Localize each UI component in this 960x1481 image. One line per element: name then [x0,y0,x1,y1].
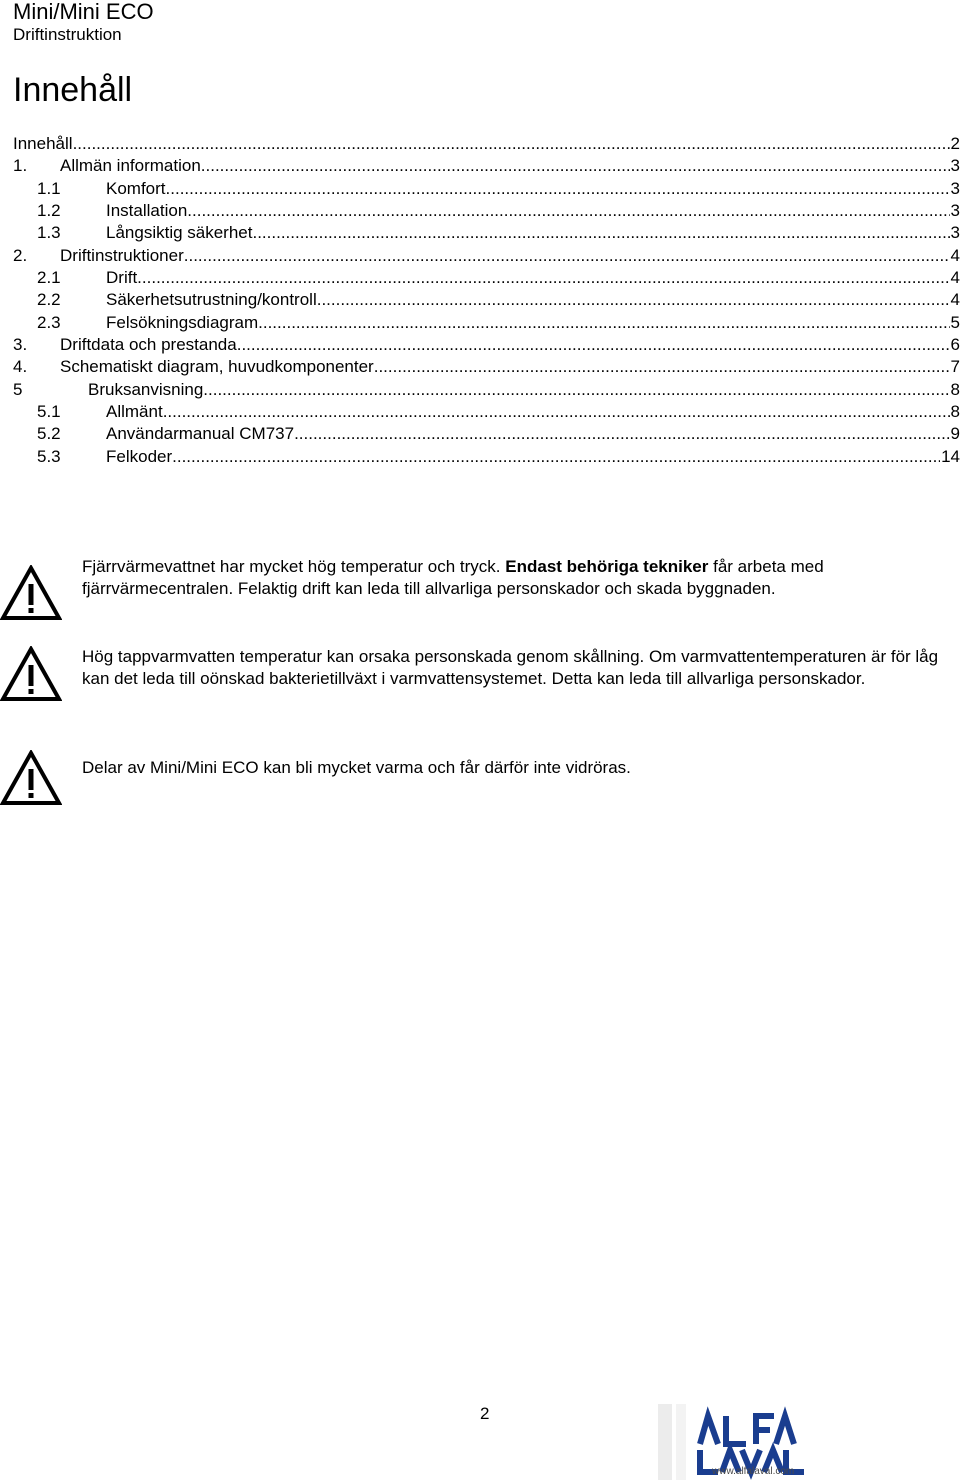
toc-entry[interactable] [13,200,960,222]
toc-entry-label: Allmänt [106,401,163,421]
toc-entry-number: 2.2 [37,290,61,310]
toc-entry[interactable] [13,446,960,468]
toc-entry[interactable] [13,289,960,311]
toc-entry-label: Användarmanual CM737 [106,424,295,444]
toc-entry[interactable] [13,356,960,378]
toc-entry[interactable] [13,334,960,356]
toc-entry-label: Felsökningsdiagram [106,312,259,332]
toc-entry-number: 2.1 [37,267,61,287]
toc-entry[interactable] [13,222,960,244]
toc-dot-leader [137,267,949,289]
toc-entry-page: 3 [950,200,960,220]
toc-entry[interactable] [13,423,960,445]
toc-entry-page: 8 [950,379,960,399]
toc-entry-label: Säkerhetsutrustning/kontroll [106,290,317,310]
toc-entry[interactable] [13,401,960,423]
toc-entry-number: 2.3 [37,312,61,332]
toc-entry-page: 14 [941,446,960,466]
toc-entry-number: 5.2 [37,424,61,444]
toc-entry-page: 3 [950,223,960,243]
toc-entry-label: Installation [106,200,188,220]
toc-dot-leader [258,312,949,334]
toc-entry-number: 2. [13,245,28,265]
toc-entry-number: 1.2 [37,200,61,220]
toc-entry-number: 4. [13,357,28,377]
toc-entry-number: 5.3 [37,446,61,466]
toc-dot-leader [166,178,950,200]
toc-dot-leader [252,222,949,244]
document-title: Mini/Mini ECO [13,0,154,24]
toc-dot-leader [294,423,949,445]
toc-dot-leader [203,379,949,401]
toc-dot-leader [201,155,950,177]
toc-entry-label: Schematiskt diagram, huvudkomponenter [60,357,374,377]
toc-entry-number: 1.3 [37,223,61,243]
logo-url: www.alfalaval.com [712,1466,795,1477]
toc-dot-leader [172,446,940,468]
warning-triangle-icon [0,565,62,621]
toc-entry-page: 5 [950,312,960,332]
toc-entry-page: 8 [950,401,960,421]
toc-entry-label: Bruksanvisning [88,379,204,399]
toc-dot-leader [187,200,949,222]
toc-entry[interactable] [13,379,960,401]
toc-entry[interactable] [13,133,960,155]
toc-entry-number: 3. [13,334,28,354]
page-number: 2 [480,1404,490,1423]
toc-entry-page: 9 [950,424,960,444]
toc-entry[interactable] [13,245,960,267]
toc-entry-label: Driftinstruktioner [60,245,184,265]
toc-entry-page: 4 [950,267,960,287]
toc-entry-number: 5.1 [37,401,61,421]
toc-entry-label: Långsiktig säkerhet [106,223,253,243]
page-heading: Innehåll [13,71,133,109]
toc-entry[interactable] [13,155,960,177]
toc-entry-label: Allmän information [60,156,201,176]
toc-entry-number: 5 [13,379,23,399]
toc-dot-leader [163,401,950,423]
warning-text-3: Delar av Mini/Mini ECO kan bli mycket varma och får därför inte vidröras. [82,758,631,777]
toc-entry-page: 4 [950,245,960,265]
toc-entry-label: Innehåll [13,134,73,153]
toc-entry-number: 1.1 [37,178,61,198]
toc-dot-leader [73,133,950,155]
toc-entry-number: 1. [13,156,28,176]
toc-entry-label: Driftdata och prestanda [60,334,237,354]
toc-entry-page: 7 [950,357,960,377]
warning-triangle-icon [0,750,62,806]
table-of-contents [13,133,960,468]
toc-entry-page: 3 [950,178,960,198]
warning-text-2: Hög tappvarmvatten temperatur kan orsaka personskada genom skållning. Om varmvattentemperaturen är för låg kan det leda till oönskad bakterietillväxt i varmvattensystemet. Detta kan leda till allvarliga personskador. [82,647,939,689]
toc-entry-label: Felkoder [106,446,173,466]
toc-entry-page: 2 [950,134,960,153]
toc-entry-label: Komfort [106,178,166,198]
toc-entry-label: Drift [106,267,138,287]
toc-entry-page: 3 [950,156,960,176]
toc-dot-leader [317,289,950,311]
toc-entry[interactable] [13,178,960,200]
toc-entry-page: 4 [950,290,960,310]
toc-dot-leader [184,245,950,267]
warning-triangle-icon [0,646,62,702]
toc-entry[interactable] [13,267,960,289]
toc-entry-page: 6 [950,334,960,354]
toc-dot-leader [237,334,950,356]
document-subtitle: Driftinstruktion [13,25,122,44]
warning-text-1: Fjärrvärmevattnet har mycket hög temperatur och tryck. Endast behöriga tekniker får arbeta med fjärrvärmecentralen. Felaktig drift kan leda till allvarliga personskador och skada byggnaden. [82,557,824,599]
toc-dot-leader [374,356,950,378]
toc-entry[interactable] [13,312,960,334]
